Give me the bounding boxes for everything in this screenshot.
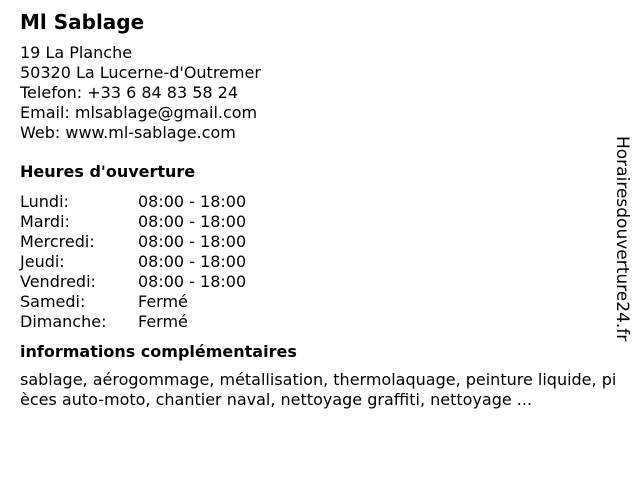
hours-row-wednesday	[20, 232, 626, 252]
day-label: Mardi:	[20, 212, 70, 231]
day-label: Samedi:	[20, 292, 86, 311]
day-hours: 08:00 - 18:00	[138, 252, 247, 271]
address-line-2: 50320 La Lucerne-d'Outremer	[20, 63, 261, 82]
website-line: Web: www.ml-sablage.com	[20, 123, 236, 142]
day-label: Jeudi:	[20, 252, 65, 271]
day-label: Mercredi:	[20, 232, 95, 251]
website-watermark: Horairesdouverture24.fr	[612, 136, 632, 342]
day-hours: 08:00 - 18:00	[138, 272, 247, 291]
day-hours: 08:00 - 18:00	[138, 192, 247, 211]
day-hours: 08:00 - 18:00	[138, 212, 247, 231]
hours-row-sunday	[20, 312, 626, 332]
day-label: Vendredi:	[20, 272, 96, 291]
phone-line: Telefon: +33 6 84 83 58 24	[20, 83, 239, 102]
business-name: Ml Sablage	[20, 10, 145, 34]
additional-info-title: informations complémentaires	[20, 342, 297, 361]
hours-row-friday	[20, 272, 626, 292]
day-label: Dimanche:	[20, 312, 107, 331]
day-hours: Fermé	[138, 292, 188, 311]
address-line-1: 19 La Planche	[20, 43, 133, 62]
hours-row-thursday	[20, 252, 626, 272]
business-card	[20, 9, 626, 410]
day-label: Lundi:	[20, 192, 69, 211]
day-hours: 08:00 - 18:00	[138, 232, 247, 251]
hours-row-monday	[20, 192, 626, 212]
opening-hours-title: Heures d'ouverture	[20, 162, 196, 181]
day-hours: Fermé	[138, 312, 188, 331]
opening-hours-list	[20, 192, 626, 332]
email-line: Email: mlsablage@gmail.com	[20, 103, 258, 122]
hours-row-saturday	[20, 292, 626, 312]
hours-row-tuesday	[20, 212, 626, 232]
additional-info-text: sablage, aérogommage, métallisation, thermolaquage, peinture liquide, pièces auto-moto, chantier naval, nettoyage graffiti, nettoyage ...	[20, 370, 617, 409]
